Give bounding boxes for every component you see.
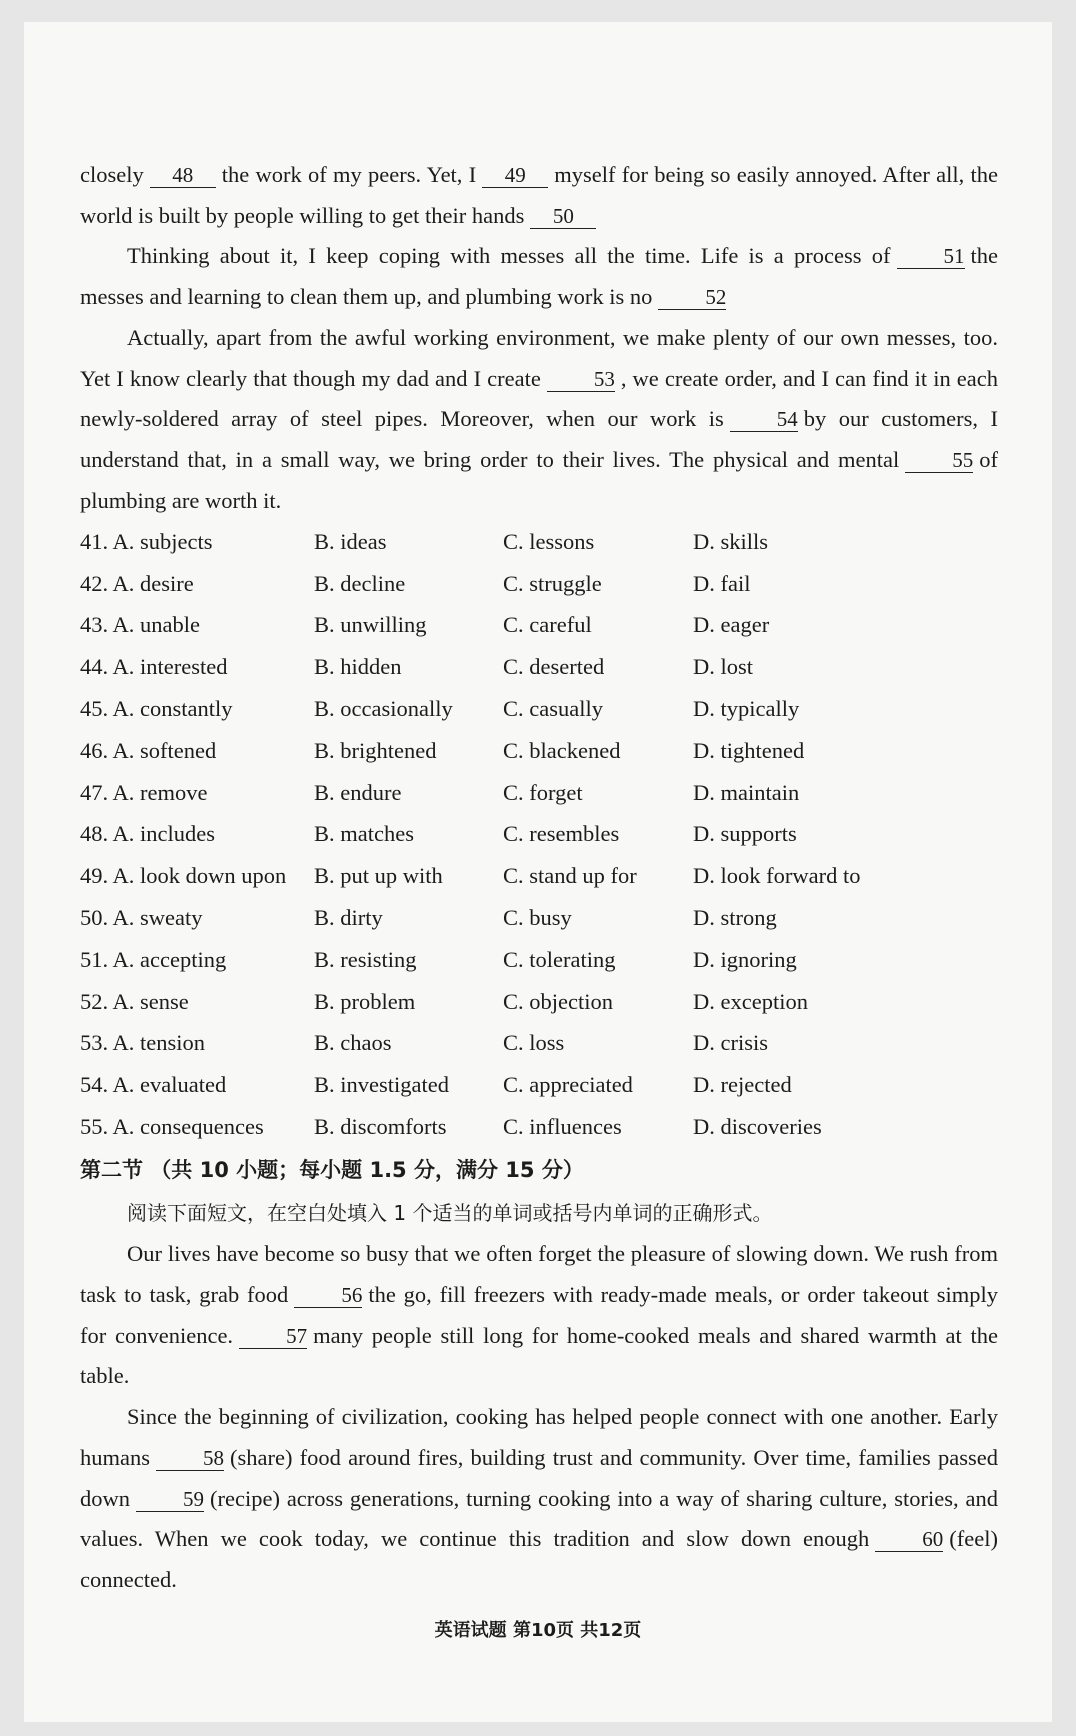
option-choice[interactable]: D. skills (693, 528, 769, 554)
option-choice[interactable]: B. chaos (314, 1030, 392, 1056)
answer-blank[interactable]: 55 (905, 448, 973, 473)
answer-blank[interactable]: 51 (897, 244, 965, 269)
option-choice[interactable]: D. eager (693, 612, 770, 638)
option-choice[interactable]: 51. A. accepting (80, 946, 227, 972)
option-choice[interactable]: D. discoveries (693, 1114, 822, 1140)
option-choice[interactable]: C. struggle (503, 570, 602, 596)
passage-text: , we create order, and I can find it in each newly-soldered array of steel pipes. Moreover, when our work is (80, 365, 999, 432)
option-row (80, 605, 998, 647)
option-choice[interactable]: C. careful (503, 612, 592, 638)
option-choice[interactable]: B. matches (314, 821, 414, 847)
option-choice[interactable]: B. decline (314, 570, 406, 596)
answer-blank[interactable]: 58 (156, 1446, 224, 1471)
option-choice[interactable]: D. exception (693, 988, 808, 1014)
passage-text: Thinking about it, I keep coping with messes all the time. Life is a process of (127, 243, 891, 269)
option-choice[interactable]: B. brightened (314, 737, 437, 763)
option-choice[interactable]: 55. A. consequences (80, 1114, 264, 1140)
option-choice[interactable]: C. forget (503, 779, 583, 805)
option-choice[interactable]: C. resembles (503, 821, 620, 847)
options-table (80, 521, 998, 1148)
option-choice[interactable]: C. busy (503, 905, 572, 931)
option-choice[interactable]: B. put up with (314, 863, 443, 889)
option-choice[interactable]: D. lost (693, 654, 754, 680)
passage-paragraph (80, 1397, 998, 1601)
option-choice[interactable]: B. occasionally (314, 696, 453, 722)
option-choice[interactable]: 42. A. desire (80, 570, 194, 596)
option-row (80, 1065, 998, 1107)
passage-text: by our customers, I understand that, in a small way, we bring order to their lives. The physical and mental (80, 406, 999, 472)
option-row (80, 898, 998, 940)
answer-blank[interactable]: 60 (875, 1527, 943, 1552)
option-row (80, 772, 998, 814)
passage-text: (recipe) across generations, turning cooking into a way of sharing culture, stories, and values. When we cook today, we continue this tradition and slow down enough (80, 1485, 998, 1552)
option-choice[interactable]: B. ideas (314, 528, 387, 554)
option-choice[interactable]: D. ignoring (693, 946, 797, 972)
option-choice[interactable]: B. problem (314, 988, 416, 1014)
passage-text: myself for being so easily annoyed. After all, the world is built by people willing to get their hands (80, 162, 998, 228)
passage-text: the work of my peers. Yet, I (221, 162, 477, 187)
answer-blank[interactable]: 53 (547, 367, 615, 392)
option-row (80, 689, 998, 731)
passage-text: Actually, apart from the awful working environment, we make plenty of our own messes, too. Yet I know clearly that though my dad and I create (80, 324, 998, 391)
option-row (80, 730, 998, 772)
option-choice[interactable]: D. tightened (693, 737, 805, 763)
answer-blank[interactable]: 54 (730, 407, 798, 432)
answer-blank[interactable]: 50 (530, 204, 596, 229)
section-heading: 第二节 （共 10 小题；每小题 1.5 分，满分 15 分） (80, 1158, 584, 1183)
option-choice[interactable]: B. hidden (314, 654, 402, 680)
passage-text: closely (80, 162, 144, 187)
passage-text: Since the beginning of civilization, cooking has helped people connect with one another. Early humans (80, 1404, 998, 1470)
option-choice[interactable]: C. objection (503, 988, 613, 1014)
section-instruction: 阅读下面短文，在空白处填入 1 个适当的单词或括号内单词的正确形式。 (127, 1201, 773, 1226)
option-row (80, 647, 998, 689)
answer-blank[interactable]: 56 (294, 1283, 362, 1308)
option-choice[interactable]: B. unwilling (314, 612, 427, 638)
option-choice[interactable]: 52. A. sense (80, 988, 189, 1014)
option-choice[interactable]: 41. A. subjects (80, 528, 213, 554)
option-choice[interactable]: C. tolerating (503, 946, 616, 972)
option-choice[interactable]: B. discomforts (314, 1114, 447, 1140)
passage-paragraph (80, 155, 998, 236)
option-choice[interactable]: B. dirty (314, 905, 383, 931)
option-choice[interactable]: D. fail (693, 570, 751, 596)
passage-paragraph (80, 318, 998, 522)
passage-paragraph (80, 1234, 998, 1397)
option-choice[interactable]: C. influences (503, 1114, 622, 1140)
passage-text: the go, fill freezers with ready-made meals, or order takeout simply for convenience. (80, 1281, 999, 1348)
answer-blank[interactable]: 49 (482, 163, 548, 188)
option-choice[interactable]: B. investigated (314, 1072, 449, 1098)
option-choice[interactable]: 49. A. look down upon (80, 863, 287, 889)
option-row (80, 563, 998, 605)
option-choice[interactable]: 45. A. constantly (80, 696, 233, 722)
option-choice[interactable]: C. stand up for (503, 863, 637, 889)
passage-text: (feel) connected. (80, 1526, 998, 1592)
option-choice[interactable]: 50. A. sweaty (80, 905, 203, 931)
option-choice[interactable]: C. appreciated (503, 1072, 633, 1098)
passage-paragraph (80, 236, 998, 317)
answer-blank[interactable]: 52 (658, 285, 726, 310)
option-choice[interactable]: C. deserted (503, 654, 605, 680)
option-choice[interactable]: C. loss (503, 1030, 565, 1056)
option-choice[interactable]: D. look forward to (693, 863, 861, 889)
passage-text: the messes and learning to clean them up, and plumbing work is no (80, 243, 998, 310)
option-choice[interactable]: B. resisting (314, 946, 417, 972)
option-choice[interactable]: D. crisis (693, 1030, 768, 1056)
passage-text: (share) food around fires, building trust and community. Over time, families passed down (80, 1444, 998, 1511)
option-choice[interactable]: D. supports (693, 821, 797, 847)
option-choice[interactable]: D. strong (693, 905, 777, 931)
option-choice[interactable]: C. lessons (503, 528, 595, 554)
exam-text (80, 155, 998, 1601)
option-choice[interactable]: 53. A. tension (80, 1030, 206, 1056)
option-choice[interactable]: 47. A. remove (80, 779, 208, 805)
option-choice[interactable]: D. maintain (693, 779, 800, 805)
passage-text: Our lives have become so busy that we often forget the pleasure of slowing down. We rush from task to task, grab food (80, 1241, 998, 1307)
option-choice[interactable]: C. blackened (503, 737, 621, 763)
option-row (80, 939, 998, 981)
answer-blank[interactable]: 57 (239, 1324, 307, 1349)
option-choice[interactable]: C. casually (503, 696, 603, 722)
option-choice[interactable]: 44. A. interested (80, 654, 228, 680)
option-choice[interactable]: 46. A. softened (80, 737, 217, 763)
option-row (80, 981, 998, 1023)
answer-blank[interactable]: 59 (136, 1487, 204, 1512)
answer-blank[interactable]: 48 (150, 163, 216, 188)
option-row (80, 1106, 998, 1148)
passage-text: of plumbing are worth it. (80, 446, 998, 513)
option-choice[interactable]: D. typically (693, 696, 800, 722)
option-row (80, 521, 998, 563)
option-choice[interactable]: 54. A. evaluated (80, 1072, 227, 1098)
option-row (80, 1023, 998, 1065)
passage-text: many people still long for home-cooked meals and shared warmth at the table. (80, 1322, 999, 1389)
option-choice[interactable]: D. rejected (693, 1072, 792, 1098)
option-row (80, 856, 998, 898)
option-choice[interactable]: 43. A. unable (80, 612, 200, 638)
option-choice[interactable]: 48. A. includes (80, 821, 215, 847)
page-footer: 英语试题 第10页 共12页 (434, 1620, 642, 1641)
option-row (80, 814, 998, 856)
option-choice[interactable]: B. endure (314, 779, 402, 805)
